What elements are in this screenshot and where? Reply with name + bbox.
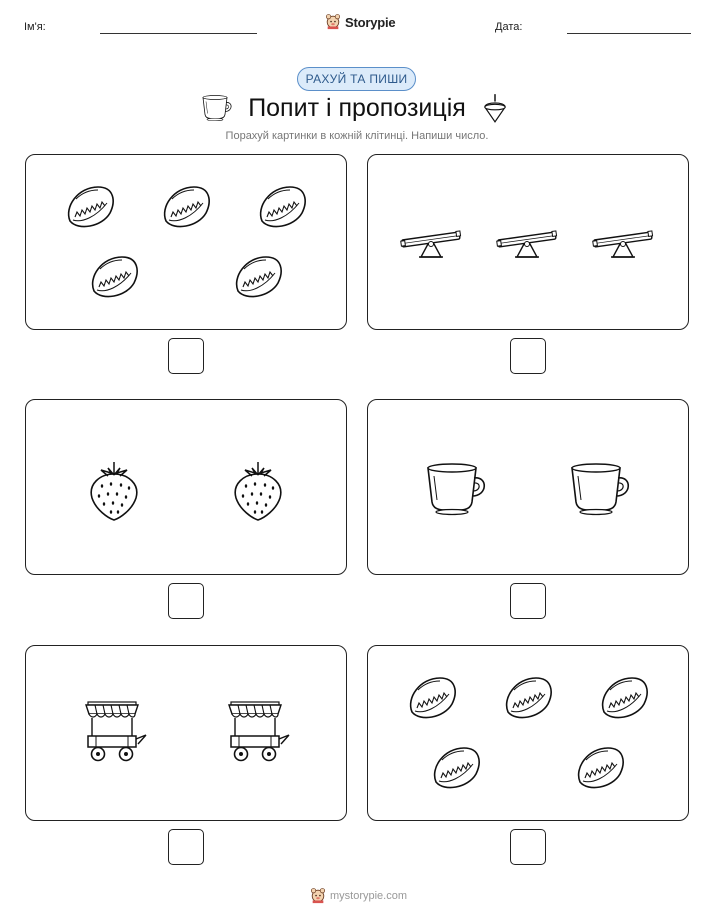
- cocoa-bean-icon: [165, 187, 210, 227]
- cocoa-bean-icon: [411, 678, 456, 718]
- cocoa-bean-icon: [579, 748, 624, 788]
- count-panel-3: [25, 399, 347, 575]
- spinning-top-icon: [483, 92, 507, 124]
- seesaw-icon: [400, 231, 461, 257]
- count-panel-6: [367, 645, 689, 821]
- strawberry-icon: [91, 462, 137, 520]
- cocoa-bean-icon: [603, 678, 648, 718]
- brand-name: Storypie: [345, 14, 396, 30]
- storypie-logo-icon: [310, 887, 326, 905]
- seesaw-icon: [592, 231, 653, 257]
- activity-badge: РАХУЙ ТА ПИШИ: [297, 67, 416, 91]
- brand: [325, 13, 395, 31]
- name-label: Ім'я:: [24, 21, 46, 33]
- teacup-icon: [572, 464, 628, 515]
- count-panel-1: [25, 154, 347, 330]
- answer-box-3[interactable]: [168, 583, 204, 619]
- cocoa-bean-icon: [507, 678, 552, 718]
- count-panel-4: [367, 399, 689, 575]
- cocoa-bean-icon: [261, 187, 306, 227]
- cocoa-bean-icon: [435, 748, 480, 788]
- market-cart-icon: [86, 702, 146, 761]
- cocoa-bean-icon: [237, 257, 282, 297]
- teacup-icon: [200, 92, 234, 122]
- answer-box-2[interactable]: [510, 338, 546, 374]
- answer-box-6[interactable]: [510, 829, 546, 865]
- answer-box-4[interactable]: [510, 583, 546, 619]
- count-panel-5: [25, 645, 347, 821]
- footer-url[interactable]: mystorypie.com: [330, 890, 408, 902]
- answer-box-5[interactable]: [168, 829, 204, 865]
- seesaw-icon: [496, 231, 557, 257]
- cocoa-bean-icon: [69, 187, 114, 227]
- storypie-logo-icon: [325, 13, 341, 31]
- page-title: Попит і пропозиція: [248, 94, 466, 122]
- count-panel-2: [367, 154, 689, 330]
- teacup-icon: [428, 464, 484, 515]
- instructions: Порахуй картинки в кожній клітинці. Напиши число.: [225, 130, 489, 142]
- footer: [310, 887, 407, 905]
- market-cart-icon: [229, 702, 289, 761]
- date-field[interactable]: [567, 33, 691, 34]
- cocoa-bean-icon: [93, 257, 138, 297]
- answer-box-1[interactable]: [168, 338, 204, 374]
- date-label: Дата:: [495, 21, 523, 33]
- name-field[interactable]: [100, 33, 257, 34]
- strawberry-icon: [235, 462, 281, 520]
